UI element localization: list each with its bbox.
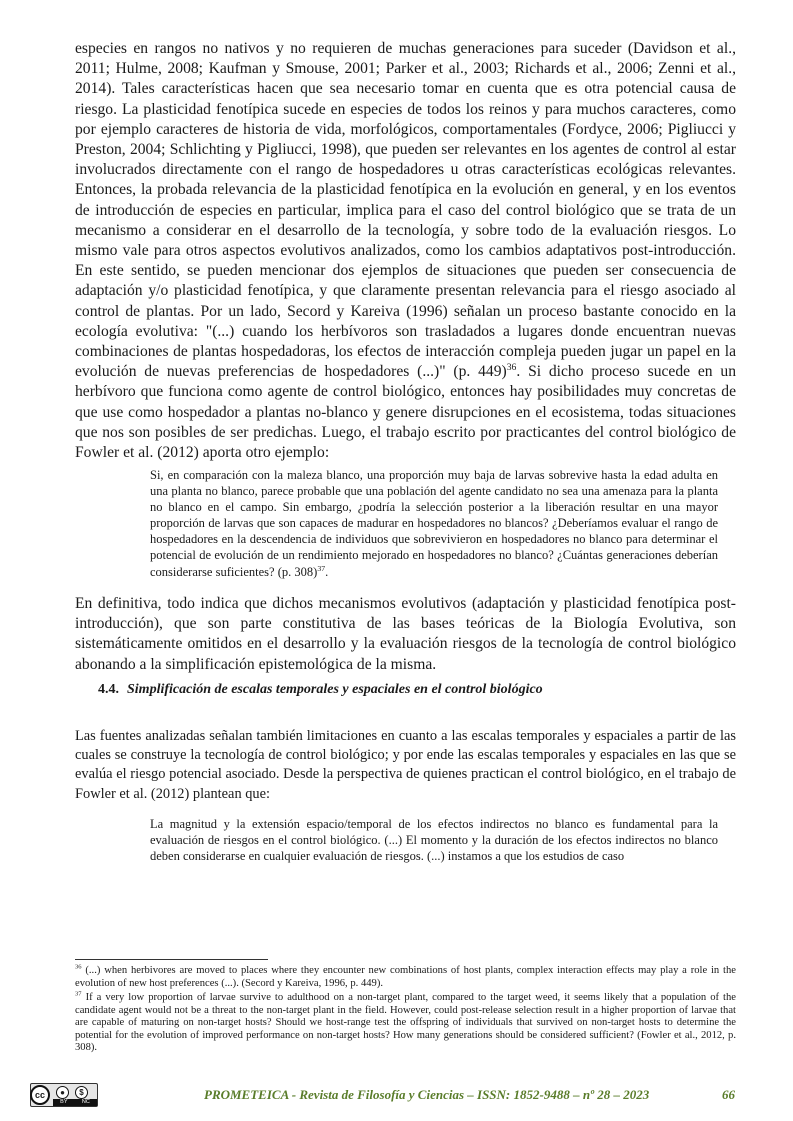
license-nc-label: NC <box>81 1099 90 1105</box>
section-heading <box>98 682 543 698</box>
footnote-37-number: 37 <box>75 990 82 998</box>
quote-1-end: . <box>325 564 329 579</box>
license-terms <box>53 1099 97 1106</box>
page-number: 66 <box>722 1087 735 1102</box>
body-paragraph-3: Las fuentes analizadas señalan también limitaciones en cuanto a las escalas temporales y espaciales a partir de las cuales se construye la tecnología de control biológico; y por ende las escalas temporales y espaciales en las que se evalúa el riesgo potencial asociado. Desde la perspectiva de quienes practican el control biológico, en el trabajo de Fowler et al. (2012) plantean que: <box>75 728 736 802</box>
footnote-36-text: (...) when herbivores are moved to places where they encounter new combinations of host plants, complex interaction effects may play a role in the evolution of new host preferences (...). (Secord y Kareiva, 1996, p. 449). <box>75 965 736 989</box>
noncommercial-dollar-icon: $ <box>75 1086 88 1099</box>
footnote-ref-36[interactable]: 36 <box>506 362 517 374</box>
section-title: Simplificación de escalas temporales y espaciales en el control biológico <box>127 682 543 697</box>
footnote-divider <box>75 959 268 960</box>
section-number: 4.4. <box>98 682 119 697</box>
paragraph-1-continuation: . Si dicho proceso sucede en un herbívoro que funciona como agente de control biológico, entonces hay posibilidades muy concretas de que use como hospedador a plantas no-blanco y genere disrupciones en el ecosistema, todas situaciones que nos son posibles de ser predichas. Luego, el trabajo escrito por practicantes del control biológico de Fowler et al. (2012) aporta otro ejemplo: <box>75 363 737 462</box>
footnote-37 <box>75 992 736 1055</box>
footnote-36 <box>75 965 736 990</box>
page-footer <box>0 1081 793 1111</box>
body-paragraph-1 <box>75 39 736 463</box>
block-quote-2: La magnitud y la extensión espacio/temporal de los efectos indirectos no blanco es fundamental para la evaluación de riesgos en el control biológico. (...) El momento y la duración de los efectos indirectos no blanco deben considerarse en cualquier evaluación de riesgos. (...) instamos a que los estudios de caso <box>150 817 718 864</box>
block-quote-1 <box>150 467 718 580</box>
license-by-label: BY <box>60 1099 68 1105</box>
cc-logo-icon: cc <box>30 1085 50 1105</box>
paragraph-1-text: especies en rangos no nativos y no requieren de muchas generaciones para suceder (Davidson et al., 2011; Hulme, 2008; Kaufman y Smouse, 2001; Parker et al., 2003; Richards et al., 2006; Zenni et al., 2014). Tales características hacen que sea necesario tomar en cuenta que es otra potencial causa de riesgo. La plasticidad fenotípica sucede en especies de todos los reinos y para muchos caracteres, como por ejemplo caracteres de historia de vida, morfológicos, comportamentales (Fordyce, 2006; Pigliucci y Preston, 2004; Schlichting y Pigliucci, 1998), que pueden ser relevantes en los agentes de control al estar involucrados directamente con el rango de hospedadores u otras características ecológicas relevantes. Entonces, la probada relevancia de la plasticidad fenotípica en la evolución en general, y en los eventos de introducción de especies en particular, implica para el caso del control biológico que se trata de un mecanismo a considerar en el desarrollo de la tecnología, y sobre todo de la evaluación riesgos. Lo mismo vale para otros aspectos evolutivos analizados, como los cambios adaptativos post-introducción. En este sentido, se pueden mencionar dos ejemplos de situaciones que pueden ser consecuencia de adaptación y/o plasticidad fenotípica, y que claramente presentan relevancia para el riesgo asociado al control de plantas. Por un lado, Secord y Kareiva (1996) señalan un proceso bastante conocido en la ecología evolutiva: "(...) cuando los herbívoros son trasladados a lugares donde encuentran nuevas combinaciones de plantas hospedadoras, los efectos de interacción compleja pueden jugar un papel en la evolución de nuevas preferencias de hospedadores (...)" (p. 449) <box>75 40 736 381</box>
quote-1-text: Si, en comparación con la maleza blanco, una proporción muy baja de larvas sobrevive hasta la edad adulta en una planta no blanco, parece probable que una población del agente candidato no sea una amenaza para la planta no blanco en el campo. Sin embargo, ¿podría la selección posterior a la liberación resultar en una mayor proporción de larvas que son capaces de madurar en hospedadores no blancos? ¿Deberíamos evaluar el rango de hospedadores en la descendencia de individuos que sobrevivieron en hospedadores no blanco para determinar el potencial de evolución de un rendimiento mejorado en hospedadores no blanco? ¿Cuántas generaciones deberían considerarse suficientes? (p. 308) <box>150 468 718 579</box>
footnote-36-number: 36 <box>75 963 82 971</box>
footnote-37-text: If a very low proportion of larvae survive to adulthood on a non-target plant, compared to the target weed, it seems likely that a population of the candidate agent would not be a threat to the non-target plant in the field. However, could post-release selection result in a higher proportion of larvae that are capable of maturing on non-target hosts? Should we host-range test the offspring of individuals that survived on non-target hosts to determine the potential for the evolution of improved performance on non-target hosts? How many generations should be considered sufficient? (Fowler et al., 2012, p. 308). <box>75 992 736 1054</box>
journal-title: PROMETEICA - Revista de Filosofía y Ciencias – ISSN: 1852-9488 – nº 28 – 2023 <box>204 1087 650 1102</box>
body-paragraph-2: En definitiva, todo indica que dichos mecanismos evolutivos (adaptación y plasticidad fenotípica post-introducción), que son parte constitutiva de las bases teóricas de la Biología Evolutiva, son sistemáticamente omitidos en el desarrollo y la evaluación riesgos de la tecnología de control biológico abonando a la simplificación epistemológica de la misma. <box>75 595 736 673</box>
creative-commons-license-icon[interactable] <box>30 1083 98 1107</box>
footnote-ref-37[interactable]: 37 <box>317 563 326 573</box>
attribution-person-icon: ● <box>56 1086 69 1099</box>
